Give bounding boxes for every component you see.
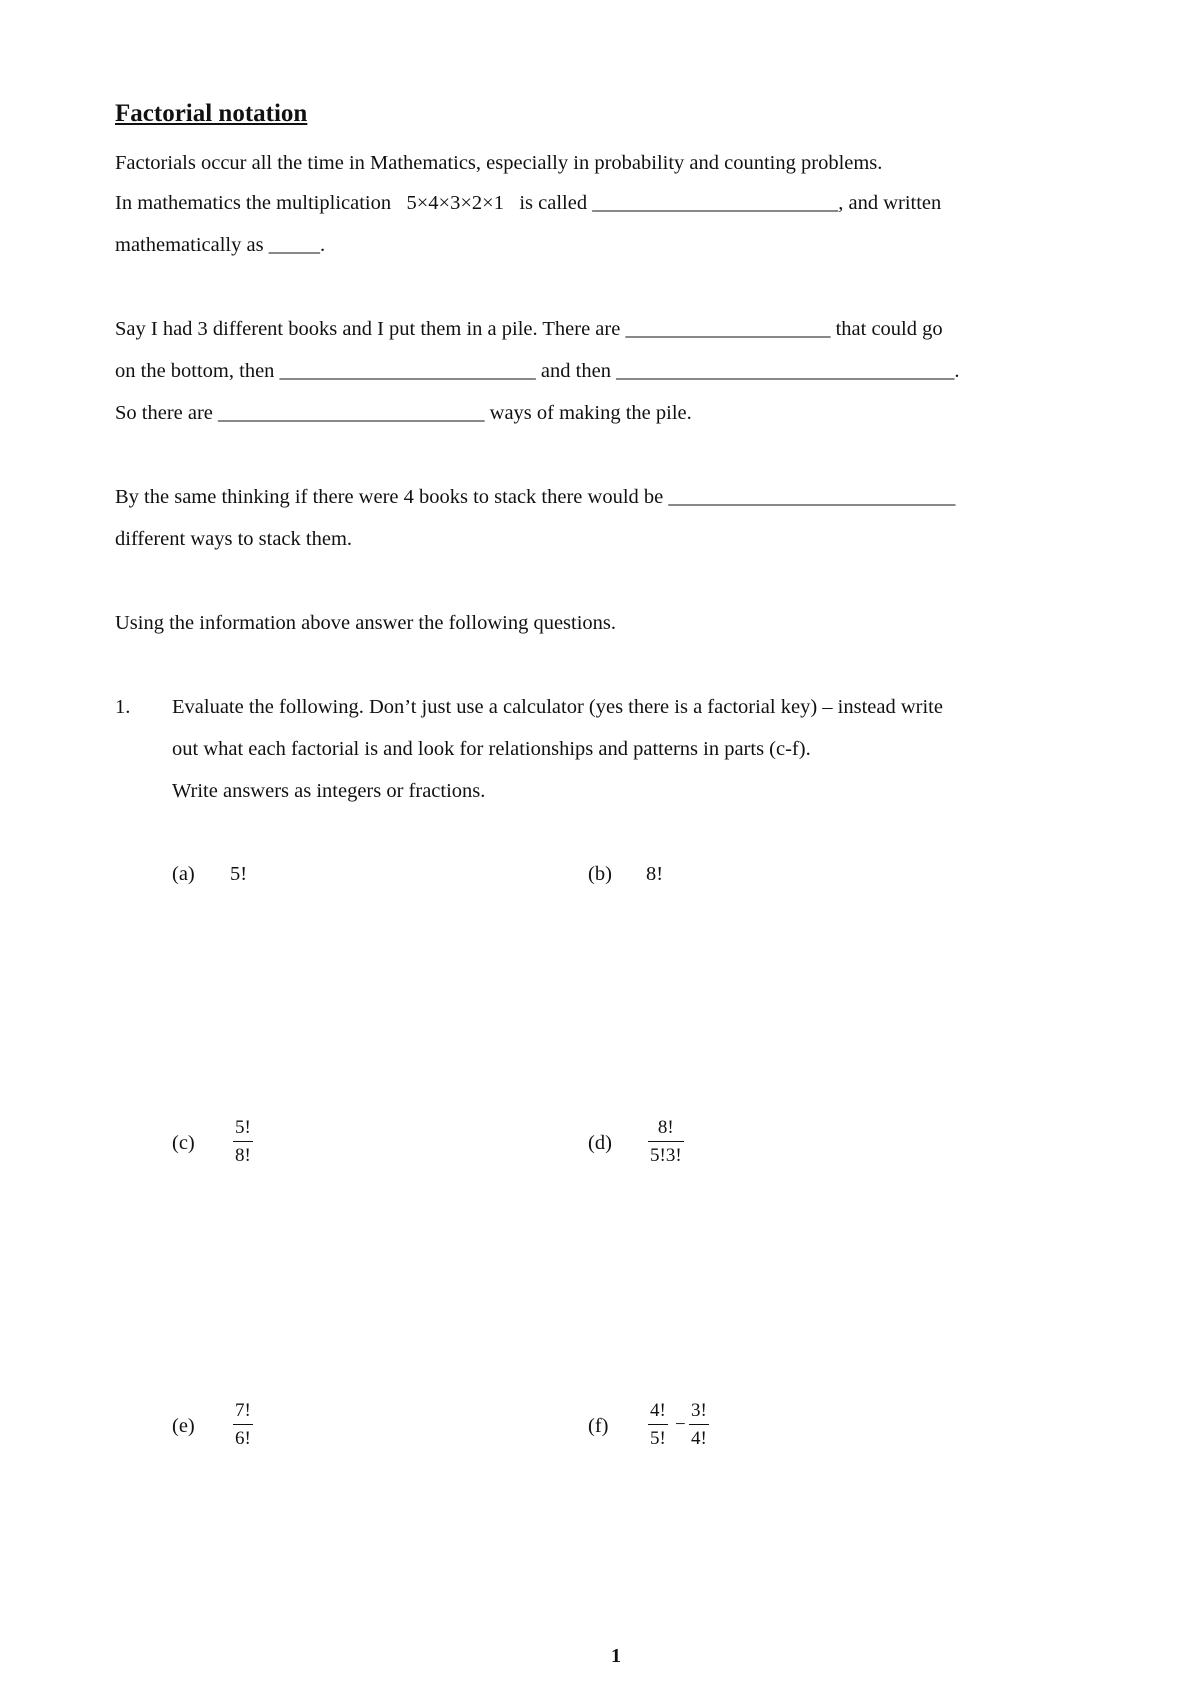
part-b-expression: 8! (646, 863, 664, 885)
part-f-denominator-2: 4! (691, 1428, 707, 1449)
instruction-text: Using the information above answer the following questions. (115, 612, 617, 634)
part-e-numerator: 7! (233, 1401, 253, 1425)
part-a-expression: 5! (230, 863, 248, 885)
question-line-3: Write answers as integers or fractions. (172, 780, 486, 802)
part-c-label: (c) (172, 1132, 195, 1154)
part-f-fraction-1 (648, 1401, 668, 1448)
intro-line-2 (115, 192, 941, 215)
question-line-1: Evaluate the following. Don’t just use a calculator (yes there is a factorial key) – instead write (172, 696, 943, 718)
intro-line-2-suffix: is called ________________________, and written (519, 192, 942, 214)
part-e-denominator: 6! (235, 1428, 251, 1449)
question-number: 1. (115, 696, 131, 718)
part-d-label: (d) (588, 1132, 612, 1154)
part-f-label: (f) (588, 1415, 609, 1437)
page-title: Factorial notation (115, 100, 308, 127)
intro-line-1: Factorials occur all the time in Mathematics, especially in probability and counting problems. (115, 152, 883, 174)
part-d-denominator: 5!3! (650, 1145, 682, 1166)
part-f-operator: − (675, 1414, 686, 1435)
four-books-line-2: different ways to stack them. (115, 528, 353, 550)
part-b-label: (b) (588, 863, 612, 885)
part-e-fraction (233, 1401, 253, 1448)
part-f-fraction-2 (689, 1401, 709, 1448)
books-line-3: So there are __________________________ ways of making the pile. (115, 402, 692, 424)
part-d-numerator: 8! (648, 1118, 684, 1142)
part-f-numerator-2: 3! (689, 1401, 709, 1425)
part-f-numerator-1: 4! (648, 1401, 668, 1425)
intro-line-3: mathematically as _____. (115, 234, 326, 256)
part-c-fraction (233, 1118, 253, 1165)
page-number: 1 (611, 1645, 621, 1667)
question-line-2: out what each factorial is and look for relationships and patterns in parts (c-f). (172, 738, 811, 760)
part-e-label: (e) (172, 1415, 195, 1437)
books-line-1: Say I had 3 different books and I put them in a pile. There are ____________________ that could go (115, 318, 943, 340)
multiplication-expression: 5×4×3×2×1 (406, 192, 504, 214)
books-line-2: on the bottom, then _________________________ and then _________________________________. (115, 360, 960, 382)
part-c-numerator: 5! (233, 1118, 253, 1142)
part-a-label: (a) (172, 863, 195, 885)
part-d-fraction (648, 1118, 684, 1165)
four-books-line-1: By the same thinking if there were 4 books to stack there would be ____________________________ (115, 486, 956, 508)
part-f-denominator-1: 5! (650, 1428, 666, 1449)
part-c-denominator: 8! (235, 1145, 251, 1166)
intro-line-2-prefix: In mathematics the multiplication (115, 192, 392, 214)
